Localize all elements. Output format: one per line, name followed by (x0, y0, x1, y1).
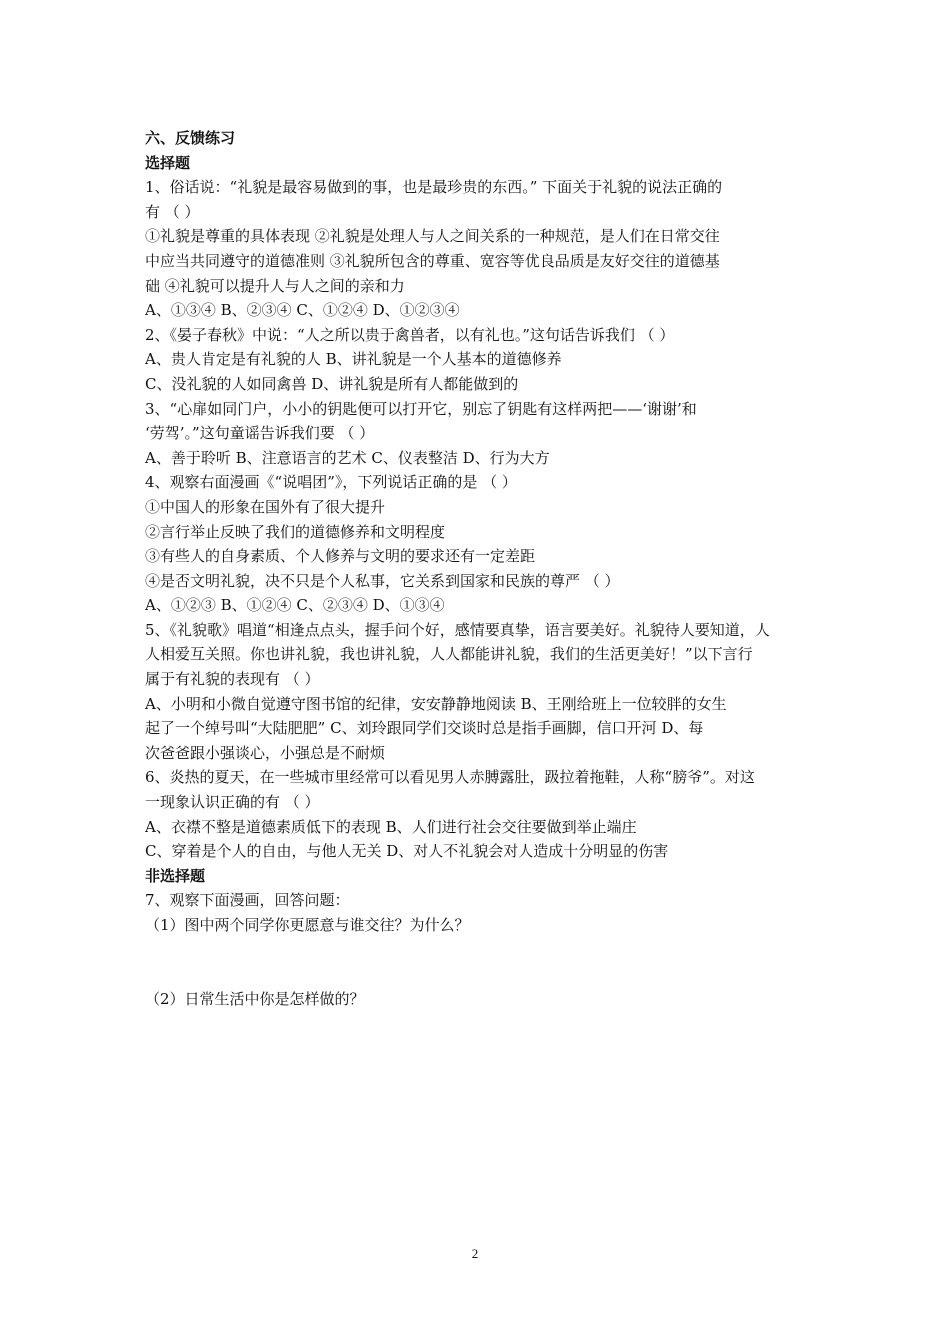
page-number: 2 (471, 1246, 479, 1261)
question-1-stem-cont: 有 （ ） (145, 202, 200, 221)
question-5-options-1: A、小明和小微自觉遵守图书馆的纪律，安安静静地阅读 B、王刚给班上一位较胖的女生 (145, 694, 727, 713)
page-content (145, 126, 815, 1011)
question-3-stem: 3、“心扉如同门户，小小的钥匙便可以打开它，别忘了钥匙有这样两把——‘谢谢’和 (145, 399, 697, 418)
section-heading: 六、反馈练习 (145, 129, 236, 147)
question-2-options-ab: A、贵人肯定是有礼貌的人 B、讲礼貌是一个人基本的道德修养 (145, 350, 562, 369)
question-6-stem-cont: 一现象认识正确的有 （ ） (145, 793, 320, 812)
subsection-heading-nonchoice: 非选择题 (145, 866, 206, 885)
question-4-stem: 4、观察右面漫画《“说唱团”》，下列说话正确的是 （ ） (145, 473, 517, 492)
question-1-statements: ①礼貌是尊重的具体表现 ②礼貌是处理人与人之间关系的一种规范，是人们在日常交往 (145, 227, 720, 246)
question-4-statement-2: ②言行举止反映了我们的道德修养和文明程度 (145, 522, 446, 541)
question-7-part-2: （2）日常生活中你是怎样做的？ (145, 989, 365, 1008)
question-1-statements-cont: 中应当共同遵守的道德准则 ③礼貌所包含的尊重、宽容等优良品质是友好交往的道德基 (145, 251, 720, 270)
question-4-statement-3: ③有些人的自身素质、个人修养与文明的要求还有一定差距 (145, 547, 536, 566)
question-4-statement-1: ①中国人的形象在国外有了很大提升 (145, 497, 386, 516)
question-2-options-cd: C、没礼貌的人如同禽兽 D、讲礼貌是所有人都能做到的 (145, 374, 519, 393)
question-6-stem: 6、炎热的夏天，在一些城市里经常可以看见男人赤膊露肚，趿拉着拖鞋，人称“膀爷”。对这 (145, 768, 755, 787)
question-6-options-cd: C、穿着是个人的自由，与他人无关 D、对人不礼貌会对人造成十分明显的伤害 (145, 842, 669, 861)
question-5-stem-cont: 人相爱互关照。你也讲礼貌，我也讲礼貌，人人都能讲礼貌，我们的生活更美好！”以下言行 (145, 645, 753, 664)
question-4-statement-4: ④是否文明礼貌，决不只是个人私事，它关系到国家和民族的尊严 （ ） (145, 571, 620, 590)
question-3-stem-cont: ‘劳驾’。”这句童谣告诉我们要 （ ） (145, 424, 375, 443)
question-1-options: A、①③④ B、②③④ C、①②④ D、①②③④ (145, 301, 460, 320)
question-6-options-ab: A、衣襟不整是道德素质低下的表现 B、人们进行社会交往要做到举止端庄 (145, 817, 637, 836)
question-2-stem: 2、《晏子春秋》中说：“人之所以贵于禽兽者，以有礼也。”这句话告诉我们 （ ） (145, 325, 675, 344)
question-1-stem: 1、俗话说：“礼貌是最容易做到的事，也是最珍贵的东西。” 下面关于礼貌的说法正确的 (145, 178, 723, 197)
question-7-stem: 7、观察下面漫画，回答问题： (145, 891, 350, 910)
subsection-heading-choice: 选择题 (145, 153, 191, 172)
question-5-options-2: 起了一个绰号叫“大陆肥肥” C、刘玲跟同学们交谈时总是指手画脚，信口开河 D、每 (145, 719, 704, 738)
question-5-stem-end: 属于有礼貌的表现有 （ ） (145, 670, 320, 689)
question-3-options: A、善于聆听 B、注意语言的艺术 C、仪表整洁 D、行为大方 (145, 448, 550, 467)
question-5-options-3: 次爸爸跟小强谈心，小强总是不耐烦 (145, 743, 386, 762)
question-5-stem: 5、《礼貌歌》唱道“相逢点点头，握手问个好，感情要真挚，语言要美好。礼貌待人要知道，人 (145, 620, 770, 639)
question-1-statements-end: 础 ④礼貌可以提升人与人之间的亲和力 (145, 276, 405, 295)
question-4-options: A、①②③ B、①②④ C、②③④ D、①③④ (145, 596, 445, 615)
answer-space (145, 938, 815, 987)
question-7-part-1: （1）图中两个同学你更愿意与谁交往？为什么？ (145, 916, 470, 934)
